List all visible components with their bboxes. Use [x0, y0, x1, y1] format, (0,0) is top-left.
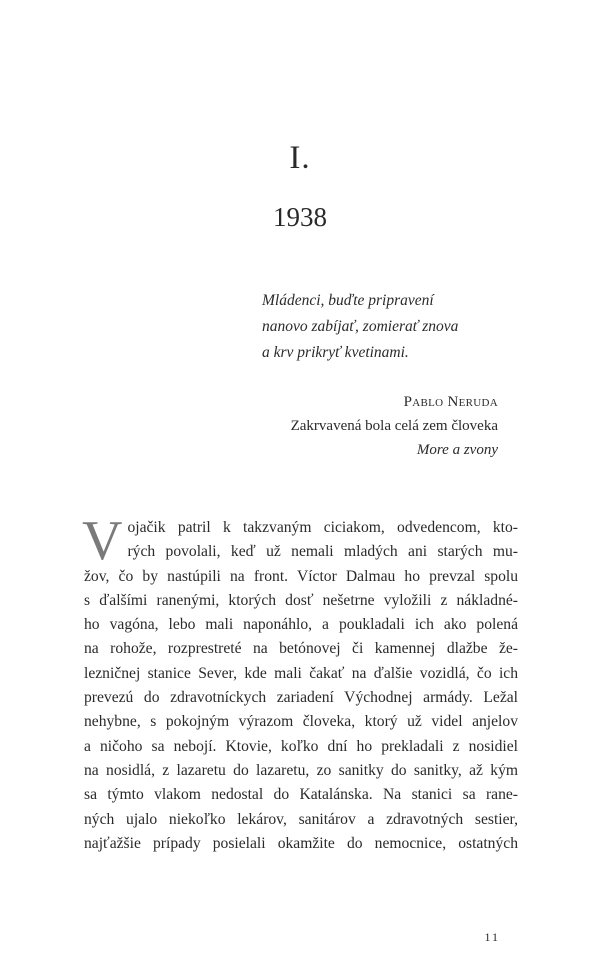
epigraph-work: Zakrvavená bola celá zem človeka [290, 418, 498, 434]
chapter-year: 1938 [273, 202, 327, 232]
drop-cap: V [82, 510, 123, 572]
epigraph-book: More a zvony [416, 442, 498, 458]
body-line: prevezú do zdravotníckych zariadení Východnej armády. Ležal [84, 689, 518, 707]
body-line: ných ujalo niekoľko lekárov, sanitárov a zdravotných sestier, [84, 810, 518, 828]
body-line: s ďalšími ranenými, ktorých dosť nešetrne vyložili z nákladné- [84, 591, 518, 609]
body-line: rých povolali, keď už nemali mladých ani starých mu- [127, 543, 518, 561]
epigraph-author [262, 390, 498, 414]
epigraph-line: nanovo zabíjať, zomierať znova [262, 318, 459, 335]
epigraph [262, 288, 502, 462]
body-line: nehybne, s pokojným výrazom človeka, ktorý už videl anjelov [84, 713, 518, 731]
body-line: ho vagóna, lebo mali naponáhlo, a poukladali ich ako polená [84, 616, 518, 634]
body-line: žov, čo by nastúpili na front. Víctor Dalmau ho prevzal spolu [84, 567, 518, 585]
body-line: ojačik patril k takzvaným ciciakom, odvedencom, kto- [127, 519, 518, 536]
body-line: a ničoho sa nebojí. Ktovie, koľko dní ho prekladali z nosidiel [84, 737, 518, 755]
epigraph-line: Mládenci, buďte pripravení [262, 292, 434, 309]
body-line: sa týmto vlakom nedostal do Katalánska. Na stanici sa rane- [84, 786, 518, 804]
chapter-number: I. [289, 140, 311, 176]
body-line: na rohože, rozprestreté na betónovej či kamennej dlažbe že- [84, 640, 518, 658]
body-line: na nosidlá, z lazaretu do lazaretu, zo sanitky do sanitky, až kým [84, 761, 518, 779]
page-number: 11 [484, 930, 500, 944]
body-line: najťažšie prípady posielali okamžite do nemocnice, ostatných [84, 834, 518, 852]
epigraph-line: a krv prikryť kvetinami. [262, 344, 409, 361]
epigraph-author-name: Pablo Neruda [403, 394, 498, 410]
epigraph-attribution [262, 390, 498, 462]
body-text [82, 510, 518, 856]
body-line: lezničnej stanice Sever, kde mali čakať na ďalšie vozidlá, čo ich [84, 664, 518, 682]
